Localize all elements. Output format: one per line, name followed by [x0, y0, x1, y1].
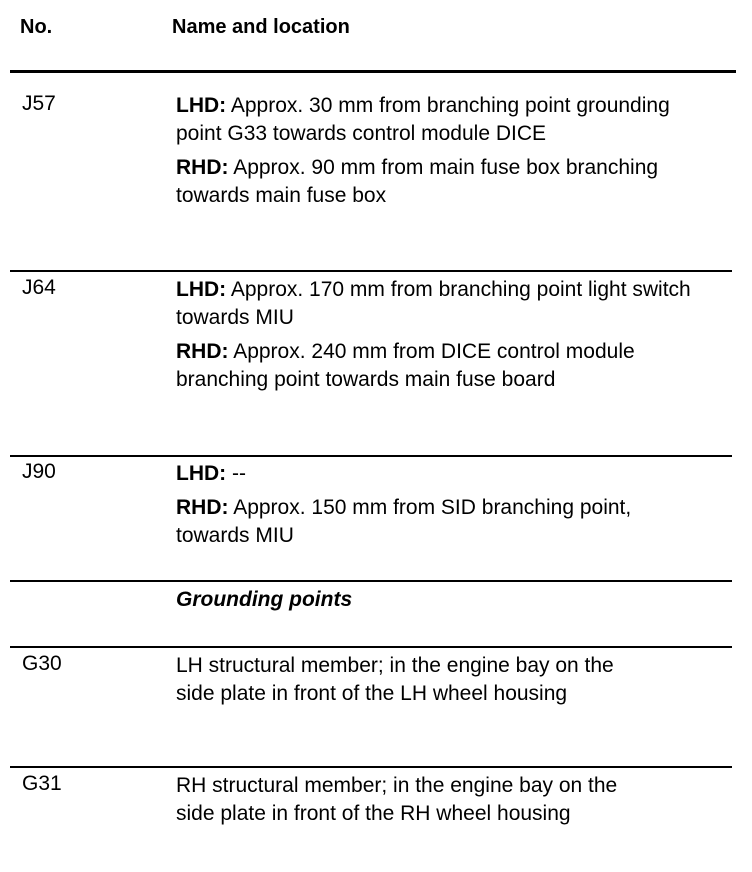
row-divider	[10, 270, 732, 272]
lhd-entry	[176, 92, 696, 148]
header-divider	[10, 70, 736, 73]
lhd-entry	[176, 276, 696, 332]
row-divider	[10, 646, 732, 648]
column-header-no: No.	[20, 16, 53, 38]
row-description	[176, 772, 656, 834]
rhd-label: RHD:	[176, 340, 229, 363]
row-number: G30	[22, 652, 62, 675]
section-title-grounding-points: Grounding points	[176, 588, 353, 611]
lhd-text: --	[232, 462, 246, 485]
row-description	[176, 460, 696, 556]
grounding-text: RH structural member; in the engine bay on the side plate in front of the RH wheel housing	[176, 774, 618, 825]
rhd-label: RHD:	[176, 156, 229, 179]
table-header	[0, 16, 752, 46]
rhd-entry	[176, 154, 696, 210]
rhd-text: Approx. 150 mm from SID branching point, towards MIU	[176, 496, 632, 547]
rhd-label: RHD:	[176, 496, 229, 519]
lhd-text: Approx. 30 mm from branching point grounding point G33 towards control module DICE	[176, 94, 670, 145]
row-description	[176, 92, 696, 216]
lhd-label: LHD:	[176, 94, 227, 117]
rhd-text: Approx. 90 mm from main fuse box branching towards main fuse box	[176, 156, 659, 207]
grounding-text: LH structural member; in the engine bay on the side plate in front of the LH wheel housing	[176, 654, 614, 705]
row-description	[176, 276, 696, 400]
rhd-entry	[176, 494, 696, 550]
lhd-entry	[176, 460, 696, 488]
row-divider	[10, 455, 732, 457]
row-number: J64	[22, 276, 56, 299]
rhd-text: Approx. 240 mm from DICE control module branching point towards main fuse board	[176, 340, 635, 391]
row-number: J57	[22, 92, 56, 115]
row-number: G31	[22, 772, 62, 795]
lhd-label: LHD:	[176, 462, 227, 485]
row-divider	[10, 580, 732, 582]
column-header-name-location: Name and location	[172, 16, 350, 38]
lhd-label: LHD:	[176, 278, 227, 301]
lhd-text: Approx. 170 mm from branching point light switch towards MIU	[176, 278, 691, 329]
row-number: J90	[22, 460, 56, 483]
rhd-entry	[176, 338, 696, 394]
row-divider	[10, 766, 732, 768]
row-description	[176, 652, 656, 714]
